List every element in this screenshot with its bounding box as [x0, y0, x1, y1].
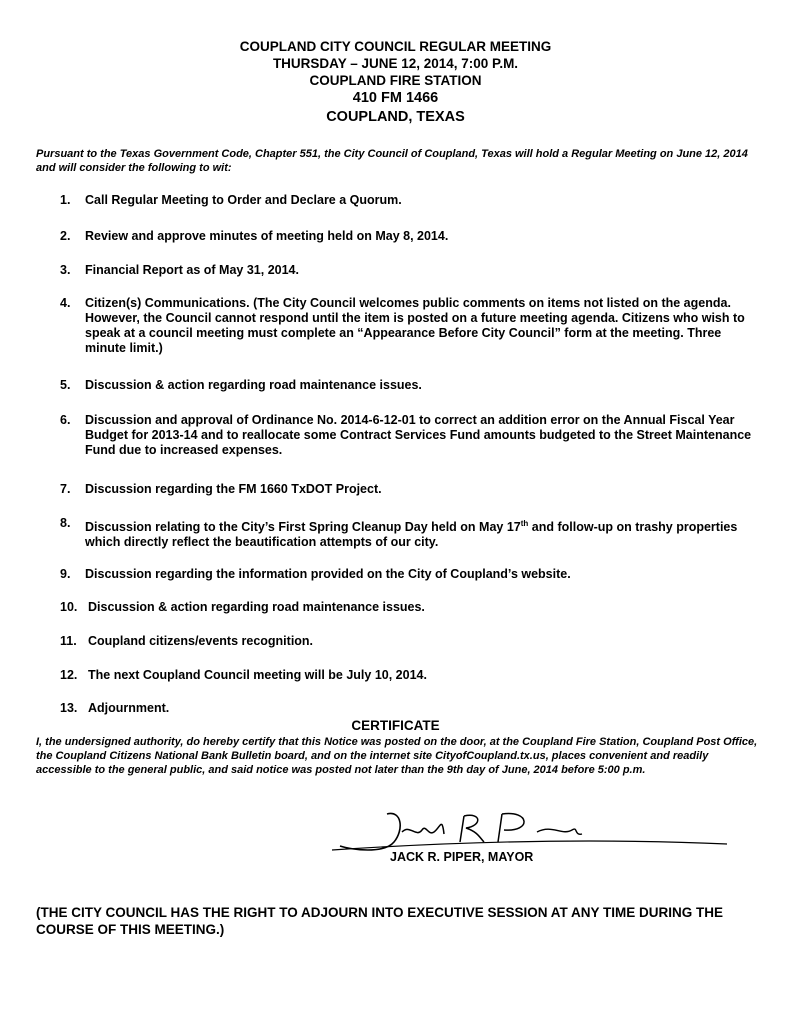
certificate-title: CERTIFICATE	[351, 718, 440, 733]
agenda-item	[60, 263, 765, 278]
intro-paragraph: Pursuant to the Texas Government Code, Chapter 551, the City Council of Coupland, Texas will hold a Regular Meeting on June 12, 2014 and will consider the following to wit:	[36, 148, 748, 174]
agenda-item-number: 3.	[60, 263, 71, 277]
agenda-item	[60, 701, 765, 716]
agenda-item-number: 7.	[60, 482, 71, 496]
meeting-title: COUPLAND CITY COUNCIL REGULAR MEETING	[239, 39, 552, 54]
agenda-item-number: 13.	[60, 701, 78, 715]
agenda-item-number: 6.	[60, 413, 71, 427]
signer-name: JACK R. PIPER, MAYOR	[390, 850, 534, 864]
agenda-item	[60, 378, 765, 393]
meeting-header	[0, 38, 791, 127]
agenda-item	[60, 634, 765, 649]
agenda-item-number: 8.	[60, 516, 71, 530]
meeting-venue: COUPLAND FIRE STATION	[309, 73, 482, 88]
meeting-address: 410 FM 1466	[352, 90, 439, 106]
agenda-item	[60, 193, 765, 208]
agenda-item	[60, 516, 765, 550]
agenda-item-number: 1.	[60, 193, 71, 207]
agenda-item-text: Coupland citizens/events recognition.	[88, 634, 314, 648]
agenda-item-text: Financial Report as of May 31, 2014.	[85, 263, 299, 277]
agenda-item-number: 11.	[60, 634, 77, 648]
agenda-item-text: Discussion & action regarding road maintenance issues.	[85, 378, 422, 392]
agenda-item	[60, 482, 765, 497]
executive-session-notice: (THE CITY COUNCIL HAS THE RIGHT TO ADJOURN INTO EXECUTIVE SESSION AT ANY TIME DURING THE COURSE OF THIS MEETING.)	[36, 905, 724, 937]
certificate-text: I, the undersigned authority, do hereby certify that this Notice was posted on the door, at the Coupland Fire Station, Coupland Post Office, the Coupland Citizens National Bank Bulletin board, and on the internet site CityofCoupland.tx.us, places convenient and readily accessible to the general public, and said notice was posted not later than the 9th day of June, 2014 before 5:00 p.m.	[36, 736, 758, 776]
agenda-item-text: Call Regular Meeting to Order and Declare a Quorum.	[85, 193, 402, 207]
agenda-item-text: Adjournment.	[88, 701, 170, 715]
agenda-item-text: Review and approve minutes of meeting held on May 8, 2014.	[85, 229, 449, 243]
agenda-item-text	[85, 516, 765, 550]
agenda-item-number: 9.	[60, 567, 71, 581]
agenda-item-text: The next Coupland Council meeting will be July 10, 2014.	[88, 668, 427, 682]
agenda-item-text-part: Discussion relating to the City’s First Spring Cleanup Day held on May 17	[85, 520, 521, 535]
agenda-item-number: 4.	[60, 296, 71, 310]
agenda-item-text: Discussion & action regarding road maintenance issues.	[88, 600, 425, 614]
agenda-item	[60, 600, 765, 615]
ordinal-suffix: th	[520, 519, 529, 528]
agenda-item-text: Discussion regarding the information provided on the City of Coupland’s website.	[85, 567, 571, 581]
agenda-item	[60, 296, 765, 356]
meeting-date: THURSDAY – JUNE 12, 2014, 7:00 P.M.	[272, 56, 519, 71]
agenda-item-text: Discussion and approval of Ordinance No. 2014-6-12-01 to correct an addition error on the Annual Fiscal Year Budget for 2013-14 and to reallocate some Contract Services Fund amounts budgeted to the Street Maintenance Fund due to increased expenses.	[85, 413, 752, 457]
agenda-item	[60, 567, 765, 582]
agenda-item-text-part: and follow-up on trashy properties which directly reflect the beautification attempts of our city.	[85, 520, 738, 550]
meeting-city: COUPLAND, TEXAS	[326, 109, 465, 125]
agenda-item-number: 12.	[60, 668, 78, 682]
agenda-item	[60, 229, 765, 244]
agenda-item-text: Citizen(s) Communications. (The City Council welcomes public comments on items not listed on the agenda. However, the Council cannot respond until the item is posted on a future meeting agenda. Citizens who wish to speak at a council meeting must complete an “Appearance Before City Council” form at the meeting. Three minute limit.)	[85, 296, 745, 355]
agenda-item-text: Discussion regarding the FM 1660 TxDOT Project.	[85, 482, 382, 496]
agenda-item-number: 10.	[60, 600, 78, 614]
agenda-item-number: 2.	[60, 229, 71, 243]
agenda-item	[60, 668, 765, 683]
agenda-item	[60, 413, 765, 458]
agenda-item-number: 5.	[60, 378, 71, 392]
